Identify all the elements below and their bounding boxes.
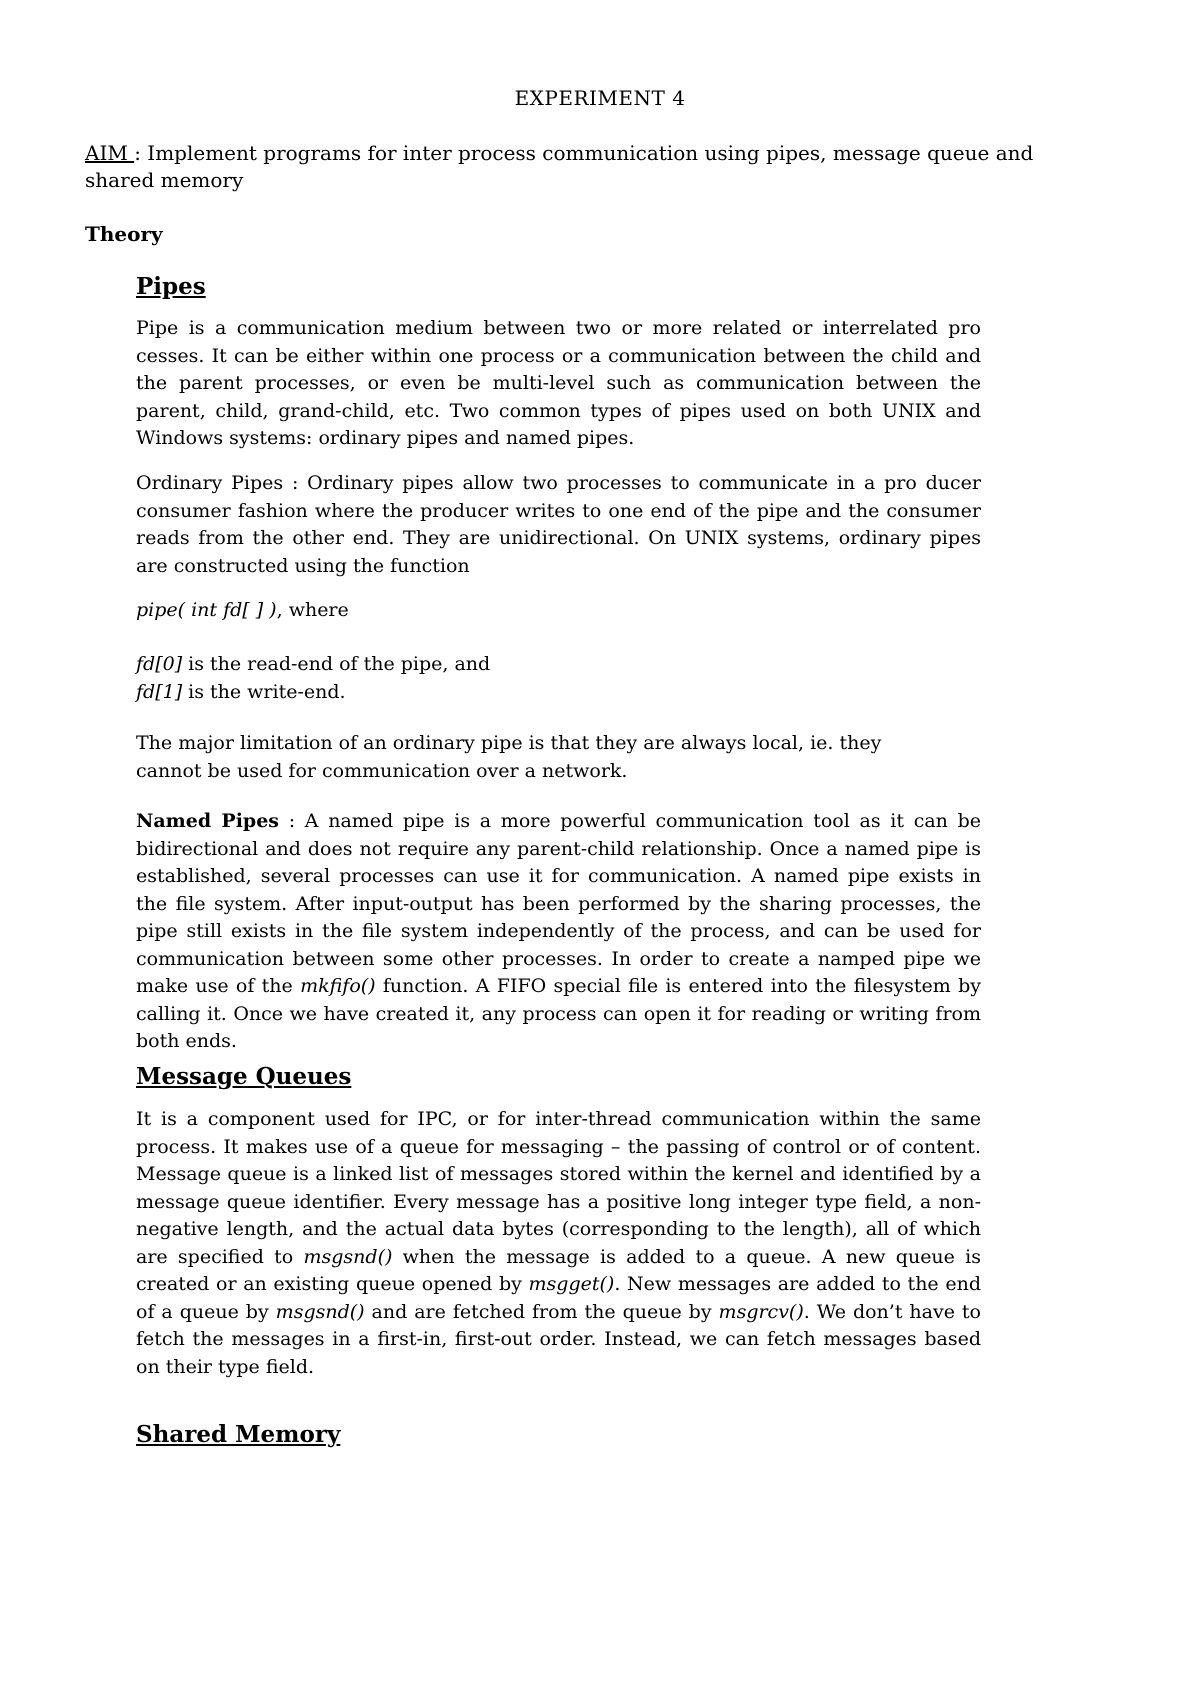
pipe-function-line — [136, 597, 981, 625]
named-pipes-label: Named Pipes — [136, 810, 280, 832]
ordinary-pipes-paragraph — [136, 470, 981, 580]
pipe-function: pipe( int fd[ ] ) — [136, 599, 277, 621]
msgrcv-function: msgrcv() — [718, 1300, 804, 1323]
mq-text-2: when the message is added to a queue. A new queue is created or an existing queue opened by — [136, 1245, 982, 1295]
pipes-heading: Pipes — [136, 273, 206, 300]
ordinary-pipes-text: Ordinary Pipes : Ordinary pipes allow two processes to communicate in a pro ducer consumer fashion where the producer writes to one end of the pipe and the consumer reads from the other end. They are unidirectional. On UNIX systems, ordinary pipes are constructed using the function — [136, 472, 981, 577]
aim-label: AIM — [85, 141, 135, 165]
msgget-function: msgget() — [528, 1273, 615, 1295]
msgsnd-function: msgsnd() — [303, 1245, 393, 1268]
mq-text-3: . New messages are added to the end of a queue by — [136, 1273, 981, 1323]
fd0-label: fd[0] — [136, 653, 183, 675]
mq-text-5: . We don’t have to fetch the messages in a first-in, first-out order. Instead, we can fetch messages based on their type field. — [136, 1300, 981, 1378]
fd1-text: is the write-end. — [182, 680, 346, 703]
msgsnd-function-2: msgsnd() — [275, 1300, 365, 1323]
page-title: EXPERIMENT 4 — [514, 86, 686, 110]
named-pipes-paragraph — [136, 808, 981, 1056]
fd0-text: is the read-end of the pipe, and — [182, 653, 491, 675]
pipes-intro — [136, 315, 981, 453]
limitation-text: The major limitation of an ordinary pipe is that they are always local, ie. they cannot be used for communication over a network. — [136, 732, 882, 782]
aim-text: Implement programs for inter process communication using pipes, message queue and shared memory — [85, 141, 1034, 192]
limitation-paragraph — [136, 730, 936, 785]
message-queues-paragraph — [136, 1106, 981, 1381]
fd1-label: fd[1] — [136, 680, 183, 703]
pipes-intro-text: Pipe is a communication medium between two or more related or interrelated pro cesses. It can be either within one process or a communication between the child and the parent processes, or even be multi-level such as communication between the parent, child, grand-child, etc. Two common types of pipes used on both UNIX and Windows systems: ordinary pipes and named pipes. — [136, 317, 981, 449]
shared-memory-heading: Shared Memory — [136, 1421, 341, 1448]
named-pipes-text-1: : A named pipe is a more powerful communication tool as it can be bidirectional and does not require any parent-child relationship. Once a named pipe is established, several processes can use it for communication. A named pipe exists in the file system. After input-output has been performed by the sharing processes, the pipe still exists in the file system independently of the process, and can be used for communication between some other processes. In order to create a namped pipe we make use of the — [136, 810, 981, 997]
aim-paragraph — [85, 140, 1075, 194]
fd-definitions — [136, 651, 981, 706]
mq-text-1: It is a component used for IPC, or for inter-thread communication within the same process. It makes use of a queue for messaging – the passing of control or of content. Message queue is a linked list of messages stored within the kernel and identified by a message queue identifier. Every message has a positive long integer type field, a non-negative length, and the actual data bytes (corresponding to the length), all of which are specified to — [136, 1108, 981, 1268]
named-pipes-text-2: function. A FIFO special file is entered into the filesystem by calling it. Once we have created it, any process can open it for reading or writing from both ends. — [136, 975, 981, 1052]
theory-heading: Theory — [85, 222, 163, 246]
mkfifo-function: mkfifo() — [300, 975, 376, 997]
message-queues-heading: Message Queues — [136, 1063, 352, 1090]
aim-separator: : — [134, 141, 148, 165]
pipe-function-suffix: , where — [276, 599, 349, 621]
mq-text-4: and are fetched from the queue by — [364, 1300, 719, 1323]
